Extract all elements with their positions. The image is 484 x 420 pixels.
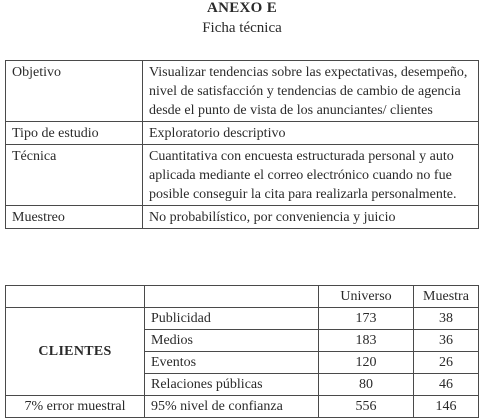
row-value-tipo-estudio: Exploratorio descriptivo <box>143 122 479 145</box>
table-footer-row <box>6 396 479 418</box>
universo-total-cell: 556 <box>319 396 414 418</box>
category-cell: Medios <box>145 330 319 352</box>
muestra-cell: 36 <box>414 330 479 352</box>
category-cell: Publicidad <box>145 308 319 330</box>
empty-header-cell <box>6 286 145 308</box>
group-label-clientes: CLIENTES <box>6 308 145 396</box>
row-value-muestreo: No probabilístico, por conveniencia y juicio <box>143 206 479 229</box>
empty-header-cell <box>145 286 319 308</box>
table-row <box>6 122 479 145</box>
ficha-tecnica-table <box>5 60 479 229</box>
table-row <box>6 206 479 229</box>
universo-cell: 183 <box>319 330 414 352</box>
category-cell: Relaciones públicas <box>145 374 319 396</box>
row-label-tipo-estudio: Tipo de estudio <box>6 122 143 145</box>
table-row <box>6 308 479 330</box>
row-value-tecnica: Cuantitativa con encuesta estructurada personal y auto aplicada mediante el correo electrónico cuando no fue posible conseguir la cita para realizarla personalmente. <box>143 145 479 206</box>
category-cell: Eventos <box>145 352 319 374</box>
row-label-muestreo: Muestreo <box>6 206 143 229</box>
annex-title: ANEXO E <box>206 0 278 16</box>
muestra-cell: 38 <box>414 308 479 330</box>
table-header-row <box>6 286 479 308</box>
universo-cell: 80 <box>319 374 414 396</box>
row-label-objetivo: Objetivo <box>6 61 143 122</box>
nivel-confianza-cell: 95% nivel de confianza <box>145 396 319 418</box>
table-row <box>6 145 479 206</box>
muestra-total-cell: 146 <box>414 396 479 418</box>
muestra-cell: 26 <box>414 352 479 374</box>
universo-cell: 173 <box>319 308 414 330</box>
row-value-objetivo: Visualizar tendencias sobre las expectativas, desempeño, nivel de satisfacción y tendencias de cambio de agencia desde el punto de vista de los anunciantes/ clientes <box>143 61 479 122</box>
muestra-cell: 46 <box>414 374 479 396</box>
error-muestral-cell: 7% error muestral <box>6 396 145 418</box>
row-label-tecnica: Técnica <box>6 145 143 206</box>
table-row <box>6 61 479 122</box>
universo-cell: 120 <box>319 352 414 374</box>
sample-table <box>5 285 479 418</box>
header-muestra: Muestra <box>414 286 479 308</box>
annex-subtitle: Ficha técnica <box>202 20 282 36</box>
header-universo: Universo <box>319 286 414 308</box>
